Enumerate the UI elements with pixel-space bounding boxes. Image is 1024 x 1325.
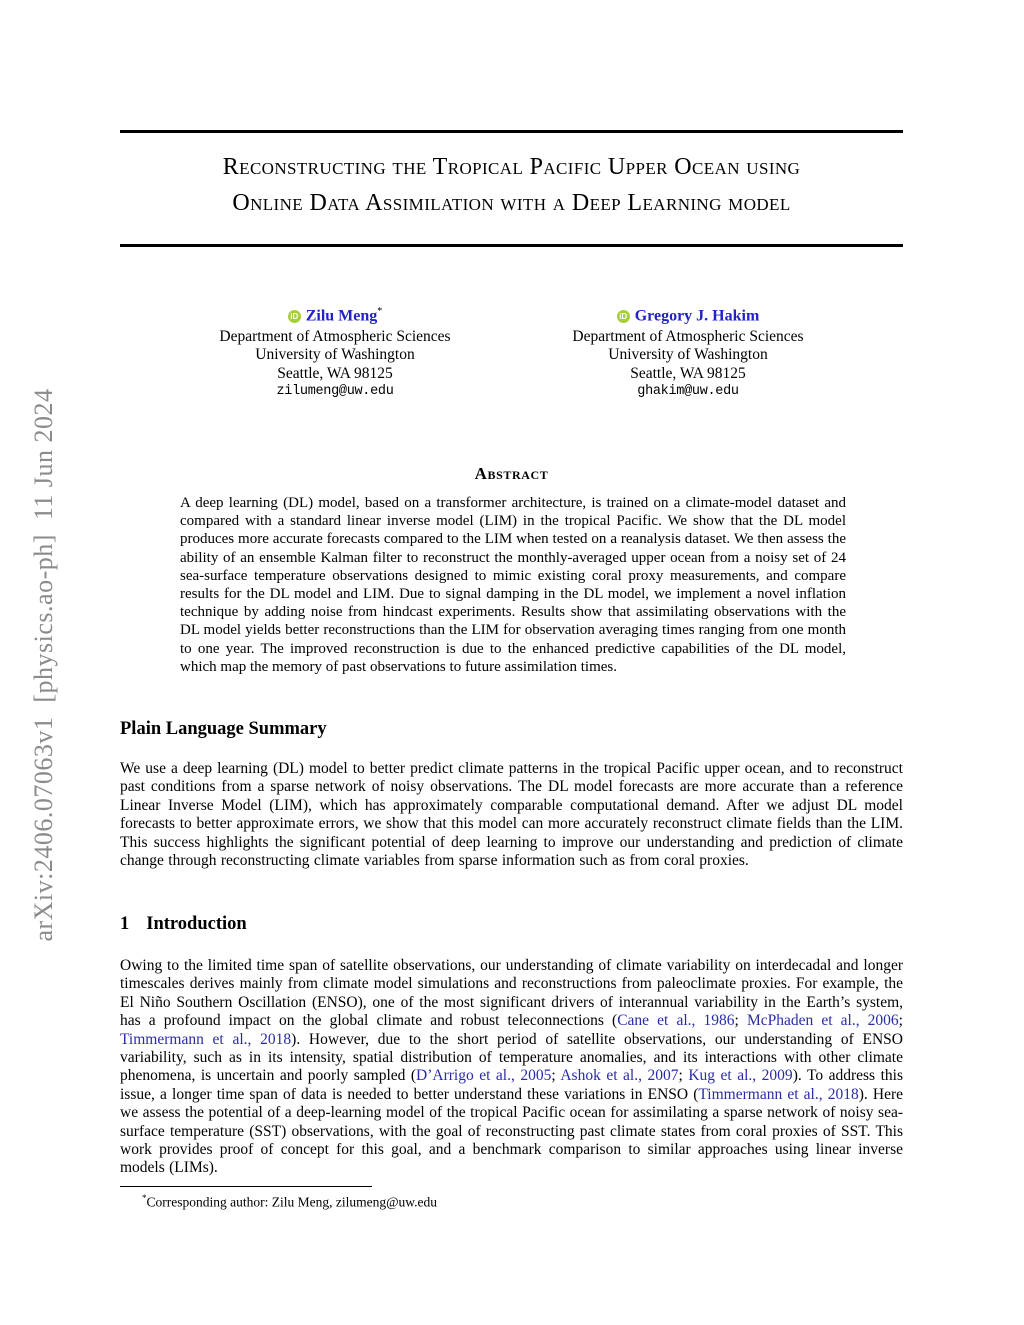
orcid-icon[interactable]: iD — [617, 310, 630, 323]
footnote-mark: * — [142, 1193, 147, 1203]
citation-link[interactable]: Kug et al., 2009 — [688, 1067, 793, 1085]
citation-link[interactable]: Timmermann et al., 2018 — [698, 1085, 859, 1103]
citation-link[interactable]: D’Arrigo et al., 2005 — [416, 1067, 552, 1085]
section-number: 1 — [120, 914, 130, 934]
plain-language-summary-body: We use a deep learning (DL) model to better predict climate patterns in the tropical Pacific upper ocean, and to reconstruct past conditions from a sparse network of noisy observations. The DL model forecasts are more accurate than a reference Linear Inverse Model (LIM), which has approximately comparable computational demand. After we adjust DL model forecasts to better approximate errors, we show that this model can more accurately reconstruct climate fields than the LIM. This success highlights the significant potential of deep learning to improve our understanding and prediction of climate change through reconstructing climate variables from sparse information such as from coral proxies. — [120, 760, 903, 870]
citation-link[interactable]: Ashok et al., 2007 — [560, 1067, 679, 1085]
citation-link[interactable]: Timmermann et al., 2018 — [120, 1030, 292, 1048]
author-name-line — [528, 303, 848, 326]
footnote — [120, 1193, 903, 1211]
author-address: Seattle, WA 98125 — [277, 364, 393, 382]
citation-link[interactable]: McPhaden et al., 2006 — [746, 1012, 899, 1030]
introduction-heading — [120, 914, 247, 935]
body-text: ). However, due to the short period of satellite observations, our understanding of ENSO variability, such as in its intensity, spatial distribution of temperature anomalies, and its interactions with other climate phenomena, is uncertain and poorly sampled ( — [120, 1030, 903, 1085]
arxiv-watermark: arXiv:2406.07063v1 [physics.ao-ph] 11 Jun 2024 — [29, 388, 58, 942]
author-email: zilumeng@uw.edu — [276, 384, 394, 400]
author-address: Seattle, WA 98125 — [630, 364, 746, 382]
body-text: Owing to the limited time span of satellite observations, our understanding of climate variability on interdecadal and longer timescales derives mainly from climate model simulations and reconstructions from paleoclimate proxies. For example, the El Niño Southern Oscillation (ENSO), one of the most significant drivers of interannual variability in the Earth’s system, has a profound impact on the global climate and robust teleconnections ( — [120, 957, 903, 1030]
author-department: Department of Atmospheric Sciences — [219, 327, 451, 345]
paper-title-line2: Online Data Assimilation with a Deep Learning model — [232, 190, 791, 216]
section-title: Introduction — [146, 914, 247, 934]
paper-title-line1: Reconstructing the Tropical Pacific Upper Ocean using — [222, 154, 801, 180]
author-department: Department of Atmospheric Sciences — [572, 327, 804, 345]
abstract-body: A deep learning (DL) model, based on a transformer architecture, is trained on a climate-model dataset and compared with a standard linear inverse model (LIM) in the tropical Pacific. We show that the DL model produces more accurate forecasts compared to the LIM when tested on a reanalysis dataset. We then assess the ability of an ensemble Kalman filter to reconstruct the monthly-averaged upper ocean from a noisy set of 24 sea-surface temperature observations designed to mimic existing coral proxy measurements, and compare results for the DL model and LIM. Due to signal damping in the DL model, we implement a novel inflation technique by adding noise from hindcast experiments. Results show that assimilating observations with the DL model yields better reconstructions than the LIM for observation averaging times ranging from one month to one year. The improved reconstruction is due to the enhanced predictive capabilities of the DL model, which map the memory of past observations to future assimilation times. — [180, 495, 846, 675]
orcid-icon[interactable]: iD — [288, 310, 301, 323]
abstract-heading: Abstract — [474, 464, 549, 483]
corresponding-author-mark: * — [377, 306, 383, 317]
introduction-body — [120, 957, 903, 1178]
body-text: ; — [678, 1067, 689, 1085]
author-email: ghakim@uw.edu — [637, 384, 739, 400]
author-name[interactable]: Gregory J. Hakim — [634, 307, 760, 325]
body-text: ; — [551, 1067, 561, 1085]
author-name[interactable]: Zilu Meng — [305, 307, 378, 325]
title-rule-top — [120, 130, 903, 133]
body-text: ). Here we assess the potential of a deep-learning model of the tropical Pacific ocean for assimilating a sparse network of noisy sea-surface temperature (SST) observations, with the goal of reconstructing past climate states from coral proxies of SST. This work provides proof of concept for this goal, and a benchmark comparison to similar approaches using linear inverse models (LIMs). — [120, 1085, 904, 1177]
author-university: University of Washington — [608, 346, 768, 364]
body-text: ; — [734, 1012, 747, 1030]
author-block-1 — [175, 303, 495, 402]
title-rule-bottom — [120, 244, 903, 247]
body-text: ; — [898, 1012, 903, 1030]
plain-language-summary-heading: Plain Language Summary — [120, 719, 327, 739]
author-block-2 — [528, 303, 848, 402]
author-university: University of Washington — [255, 346, 415, 364]
footnote-rule — [120, 1186, 372, 1187]
footnote-text: Corresponding author: Zilu Meng, zilumeng@uw.edu — [146, 1194, 438, 1210]
citation-link[interactable]: Cane et al., 1986 — [617, 1012, 735, 1030]
body-text: ). To address this issue, a longer time span of data is needed to better understand these variations in ENSO ( — [120, 1067, 903, 1103]
paper-title — [120, 149, 903, 221]
author-name-line — [175, 303, 495, 326]
